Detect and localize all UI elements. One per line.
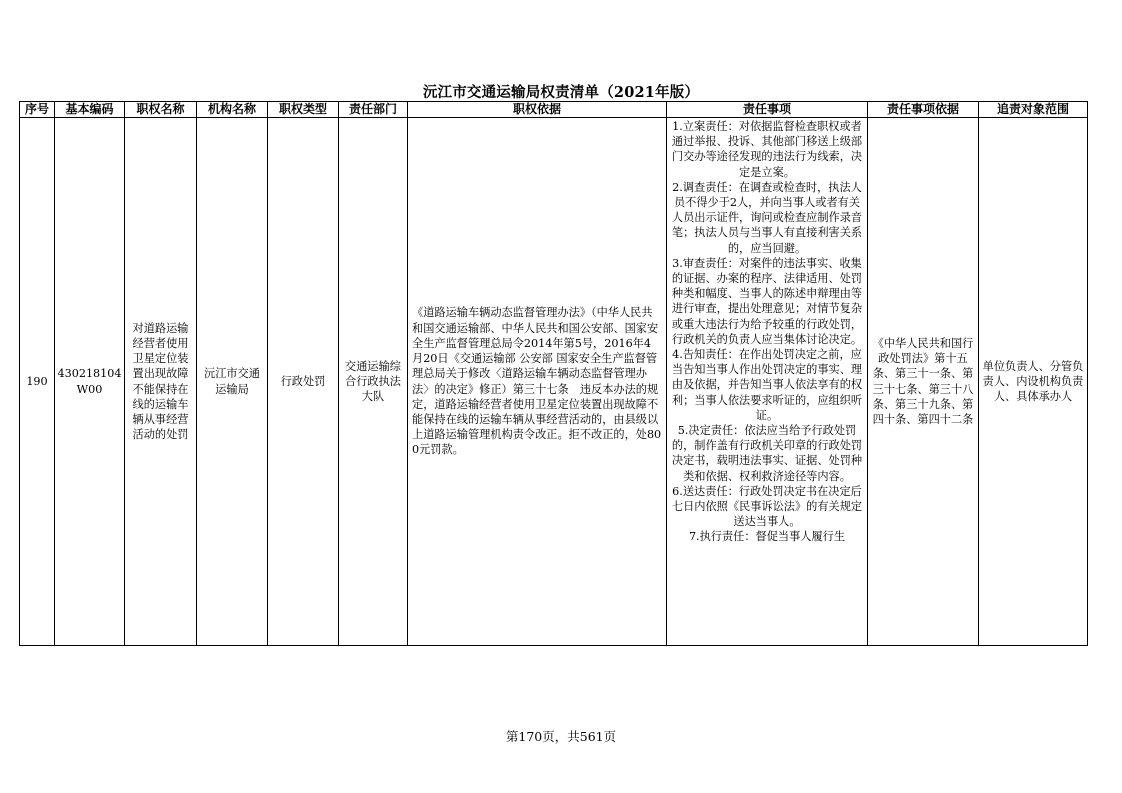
duty-item-notification: 4.告知责任：在作出处罚决定之前，应当告知当事人作出处罚决定的事实、理由及依据，并告知当事人依法享有的权利；当事人依法要求听证的，应组织听证。 — [671, 348, 863, 422]
cell-power-name: 对道路运输经营者使用卫星定位装置出现故障不能保持在线的运输车辆从事经营活动的处罚 — [125, 118, 197, 646]
cell-duty-basis: 《中华人民共和国行政处罚法》第十五条、第三十一条、第三十七条、第三十八条、第三十九条、第四十条、第四十二条 — [868, 118, 979, 646]
duty-item-delivery: 6.送达责任：行政处罚决定书在决定后七日内依照《民事诉讼法》的有关规定送达当事人。 — [671, 484, 863, 529]
header-basis: 职权依据 — [408, 102, 667, 118]
header-duty-basis: 责任事项依据 — [868, 102, 979, 118]
header-seq: 序号 — [20, 102, 55, 118]
duty-item-filing: 1.立案责任：对依据监督检查职权或者通过举报、投诉、其他部门移送上级部门交办等途径发现的违法行为线索，决定是立案。 — [671, 120, 863, 179]
header-department: 责任部门 — [339, 102, 408, 118]
duty-item-investigation: 2.调查责任：在调查或检查时，执法人员不得少于2人，并向当事人或者有关人员出示证件，询问或检查应制作录音笔；执法人员与当事人有直接利害关系的，应当回避。 — [671, 180, 863, 255]
header-code: 基本编码 — [55, 102, 125, 118]
cell-org-name: 沅江市交通运输局 — [197, 118, 268, 646]
header-duty-items: 责任事项 — [667, 102, 868, 118]
header-power-type: 职权类型 — [268, 102, 339, 118]
cell-duty-items — [667, 118, 868, 646]
header-power-name: 职权名称 — [125, 102, 197, 118]
duty-item-decision: 5.决定责任：依法应当给予行政处罚的，制作盖有行政机关印章的行政处罚决定书，载明违法事实、证据、处罚种类和依据、权利救济途径等内容。 — [671, 424, 863, 483]
duty-table — [19, 101, 1088, 646]
page-footer: 第170页，共561页 — [505, 729, 617, 744]
cell-code: 430218104W00 — [55, 118, 125, 646]
cell-seq: 190 — [20, 118, 55, 646]
page-title: 沅江市交通运输局权责清单（2021年版） — [422, 84, 700, 101]
table-row — [20, 118, 1088, 646]
header-org-name: 机构名称 — [197, 102, 268, 118]
header-accountable: 追责对象范围 — [979, 102, 1088, 118]
duty-item-execution: 7.执行责任：督促当事人履行生 — [688, 530, 846, 544]
cell-basis: 《道路运输车辆动态监督管理办法》（中华人民共和国交通运输部、中华人民共和国公安部、国家安全生产监督管理总局令2014年第5号，2016年4月20日《交通运输部 公安部 国家安全生产监督管理总局关于修改〈道路运输车辆动态监督管理办法〉的决定》修正）第三十七条 违反本办法的规定，道路运输经营者使用卫星定位装置出现故障不能保持在线的运输车辆从事经营活动的，由县级以上道路运输管理机构责令改正。拒不改正的，处800元罚款。 — [408, 118, 667, 646]
cell-accountable: 单位负责人、分管负责人、内设机构负责人、具体承办人 — [979, 118, 1088, 646]
table-header-row — [20, 102, 1088, 118]
duty-item-review: 3.审查责任：对案件的违法事实、收集的证据、办案的程序、法律适用、处罚种类和幅度、当事人的陈述申辩理由等进行审查，提出处理意见；对情节复杂或重大违法行为给予较重的行政处罚，行政机关的负责人应当集体讨论决定。 — [671, 256, 863, 346]
cell-power-type: 行政处罚 — [268, 118, 339, 646]
cell-department: 交通运输综合行政执法大队 — [339, 118, 408, 646]
